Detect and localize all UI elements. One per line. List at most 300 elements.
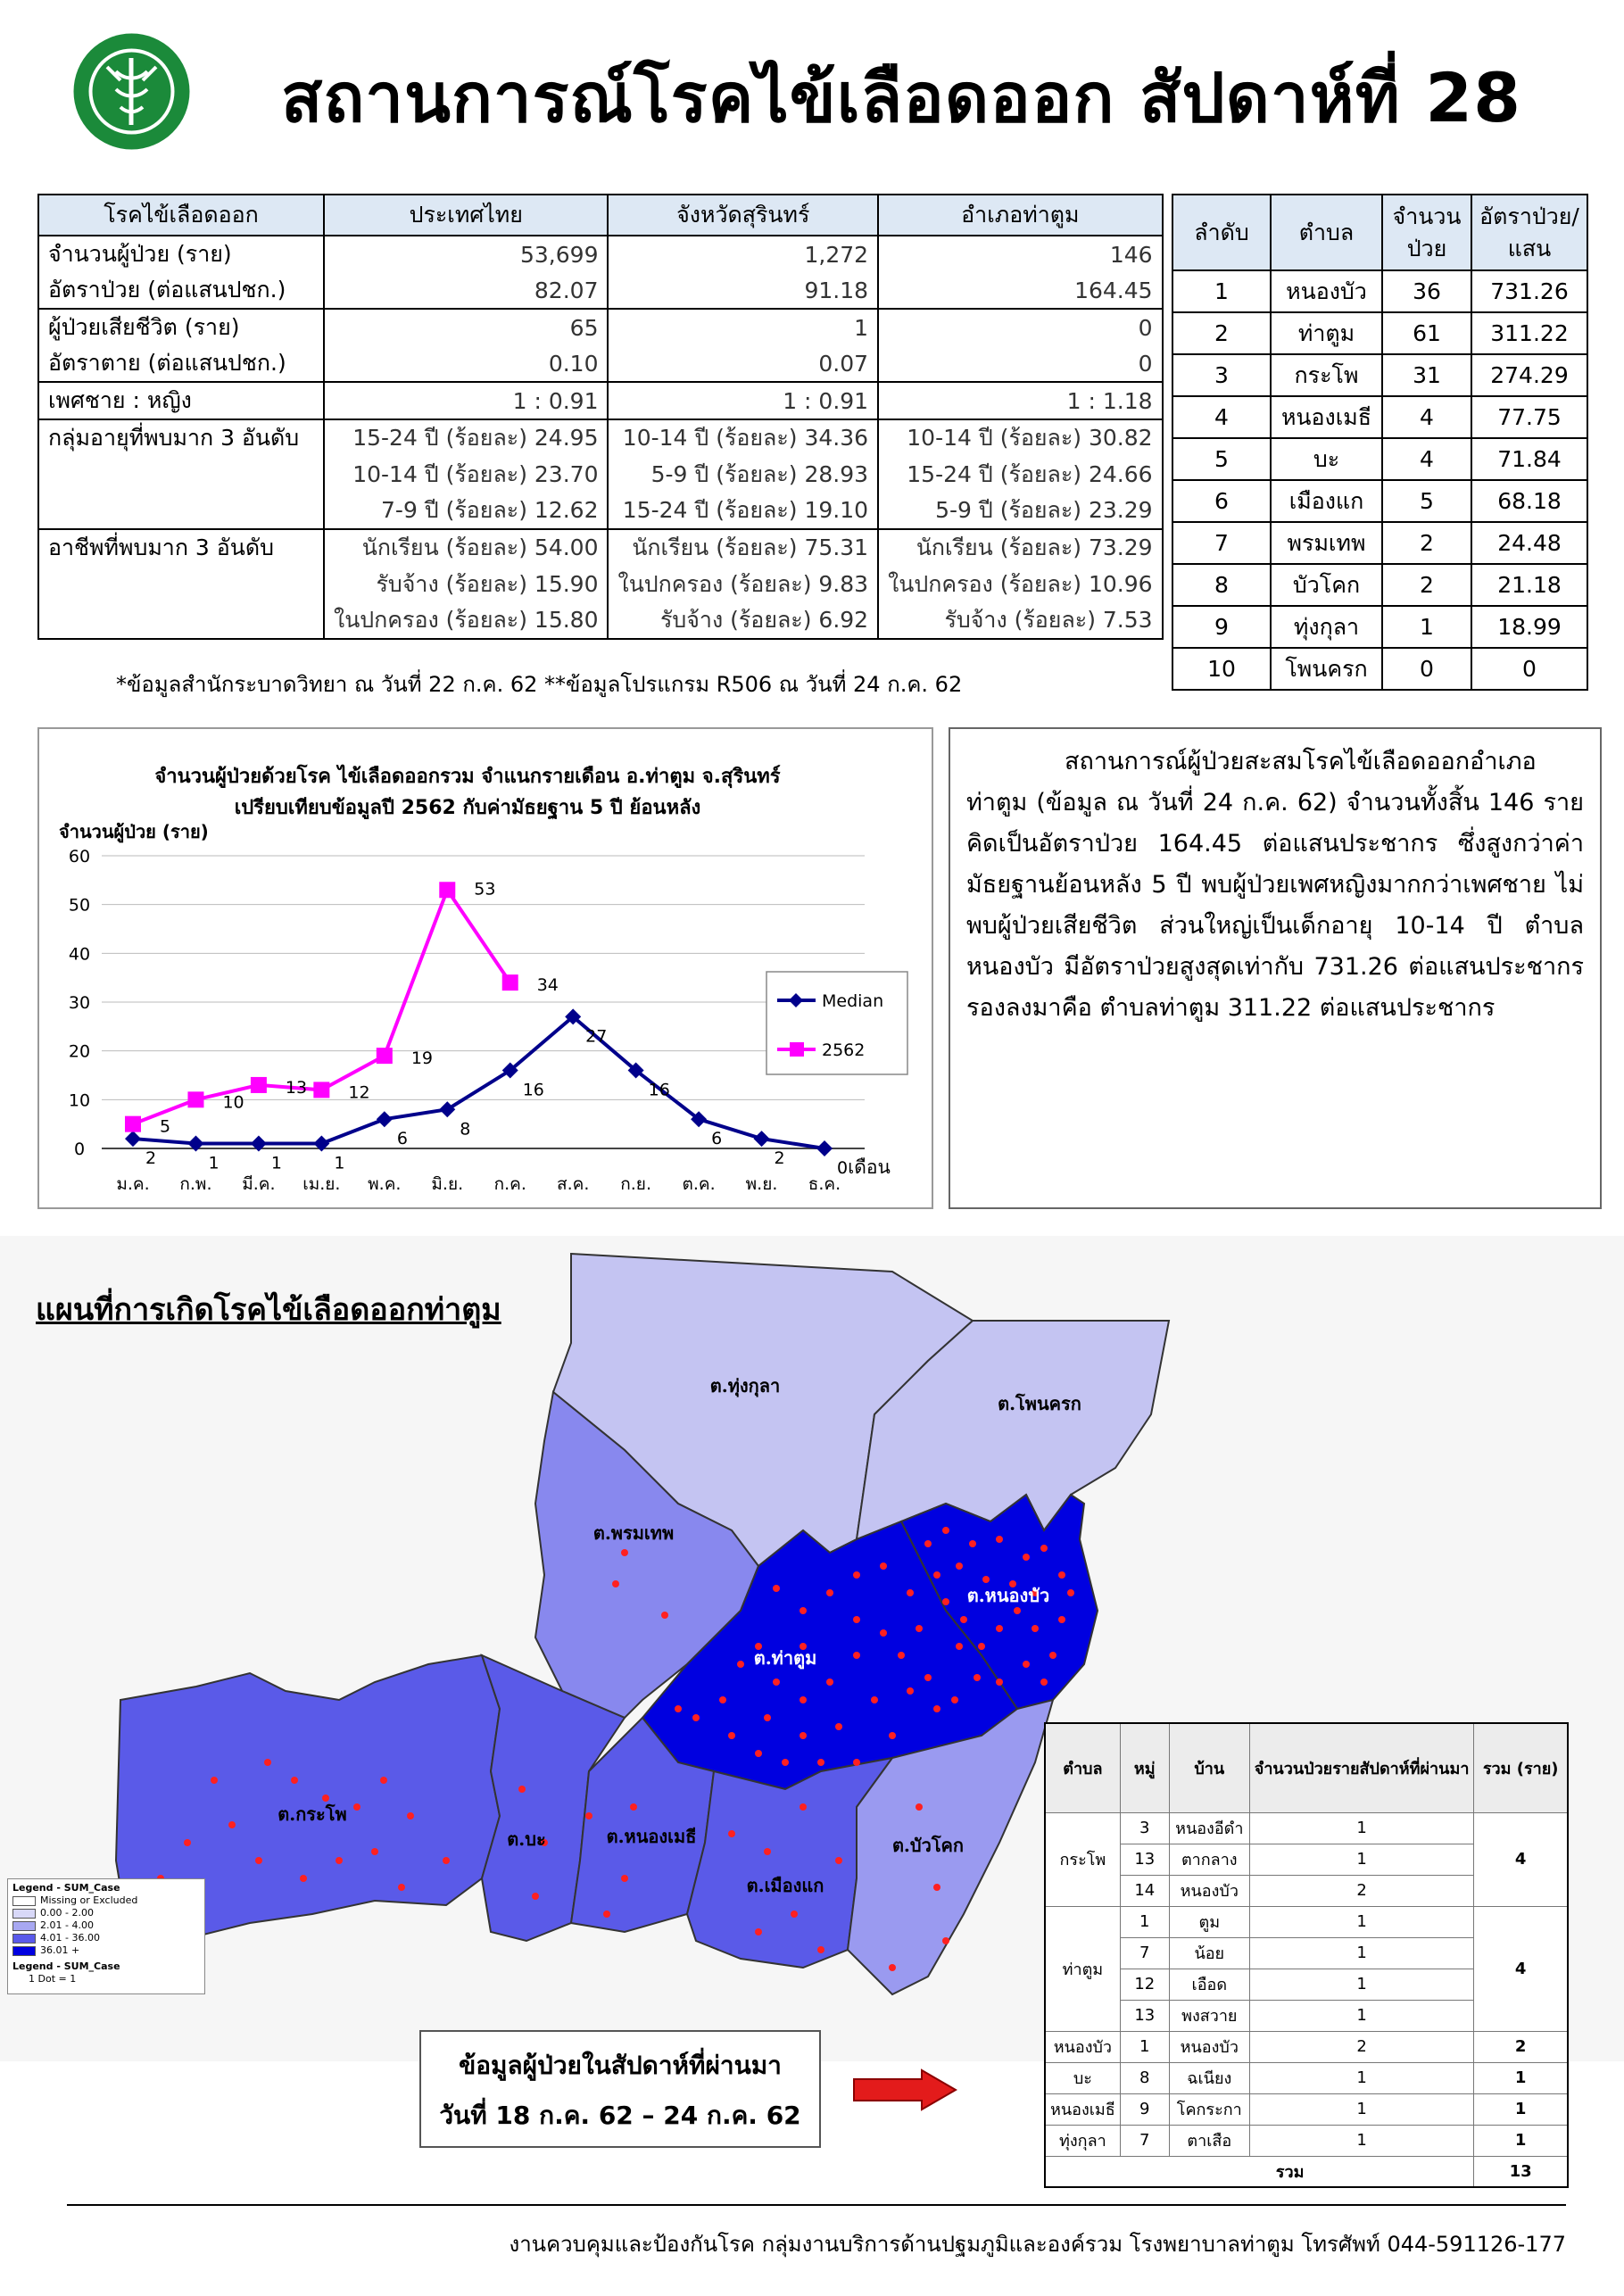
case-dot: [800, 1803, 807, 1811]
rank-cell: 71.84: [1471, 438, 1587, 480]
chart-data-label: 12: [348, 1082, 370, 1103]
case-dot: [612, 1580, 619, 1587]
case-dot: [880, 1629, 887, 1637]
map-region-label: ต.โพนครก: [998, 1393, 1081, 1414]
map-legend: [7, 1878, 205, 1994]
rank-row: [1172, 648, 1587, 690]
village-ban: หนองอีดำ: [1169, 1812, 1249, 1844]
chart-data-label: 16: [648, 1080, 670, 1100]
case-dot: [336, 1857, 343, 1864]
village-count: 2: [1249, 2031, 1474, 2062]
village-tambon: หนองเมธี: [1045, 2093, 1120, 2125]
rank-cell: โพนครก: [1271, 648, 1382, 690]
case-dot: [603, 1911, 610, 1918]
chart-data-label: 1: [208, 1153, 220, 1173]
case-dot: [1058, 1571, 1065, 1579]
right-arrow-icon: [852, 2068, 959, 2111]
stats-cell: 15-24 ปี (ร้อยละ) 24.95: [324, 419, 608, 456]
stats-cell: 7-9 ปี (ร้อยละ) 12.62: [324, 493, 608, 529]
legend-label: 0.00 - 2.00: [40, 1907, 94, 1919]
chart-legend-marker: [790, 1042, 804, 1057]
stats-cell: 53,699: [324, 236, 608, 272]
chart-ytick-label: 30: [68, 993, 91, 1013]
case-dot: [518, 1786, 526, 1793]
village-moo: 7: [1120, 2125, 1169, 2156]
chart-xtick-label: มี.ค.: [242, 1174, 276, 1194]
case-dot: [889, 1964, 896, 1971]
legend-swatch: [12, 1896, 36, 1906]
chart-data-label: 1: [334, 1153, 345, 1173]
village-ban: น้อย: [1169, 1937, 1249, 1969]
case-dot: [942, 1598, 949, 1605]
legend-dot-note: 1 Dot = 1: [29, 1973, 77, 1985]
rank-cell: 31: [1382, 354, 1471, 396]
stats-row: [38, 566, 1163, 602]
village-ban: ฉเนียง: [1169, 2062, 1249, 2093]
village-count: 1: [1249, 1906, 1474, 1937]
rank-row: [1172, 564, 1587, 606]
legend-label: 36.01 +: [40, 1944, 80, 1956]
chart-legend-label: Median: [822, 991, 884, 1011]
rank-cell: 4: [1382, 396, 1471, 438]
case-dot: [800, 1607, 807, 1614]
stats-table-container: [37, 194, 1164, 640]
chart-xtick-label: ธ.ค.: [808, 1174, 841, 1194]
legend-items: [12, 1894, 200, 1957]
stats-row-label: อาชีพที่พบมาก 3 อันดับ: [38, 529, 324, 566]
rank-cell: 9: [1172, 606, 1271, 648]
case-dot: [407, 1812, 414, 1819]
footer-text: งานควบคุมและป้องกันโรค กลุ่มงานบริการด้านปฐมภูมิและองค์รวม โรงพยาบาลท่าตูม โทรศัพท์ 044-591126-177: [509, 2232, 1566, 2257]
legend-row: [12, 1907, 200, 1919]
stats-row-label: [38, 566, 324, 602]
case-dot: [184, 1839, 191, 1846]
village-tambon: ท่าตูม: [1045, 1906, 1120, 2031]
stats-row-label: [38, 456, 324, 493]
chart-point-median: [439, 1101, 455, 1117]
map-region-label: ต.บัวโคก: [891, 1835, 965, 1856]
village-count: 2: [1249, 1875, 1474, 1906]
case-dot: [1023, 1554, 1030, 1561]
village-header-cell: จำนวนป่วยรายสัปดาห์ที่ผ่านมา: [1249, 1723, 1474, 1812]
case-dot: [755, 1750, 762, 1757]
case-dot: [969, 1540, 976, 1547]
chart-xtick-label: ก.ค.: [493, 1174, 526, 1194]
map-region-label: ต.ท่าตูม: [753, 1647, 817, 1669]
stats-row: [38, 602, 1163, 639]
village-count: 1: [1249, 1812, 1474, 1844]
rank-cell: หนองเมธี: [1271, 396, 1382, 438]
chart-ytick-label: 20: [68, 1041, 91, 1062]
case-dot: [889, 1732, 896, 1739]
stats-header-cell: จังหวัดสุรินทร์: [608, 195, 878, 236]
rank-cell: 68.18: [1471, 480, 1587, 522]
case-dot: [621, 1549, 628, 1556]
legend-row: [12, 1919, 200, 1932]
chart-data-label: 27: [585, 1026, 608, 1047]
stats-cell: 91.18: [608, 272, 878, 309]
chart-point-2562: [439, 882, 455, 898]
case-dot: [755, 1928, 762, 1935]
chart-xtick-label: เม.ย.: [302, 1174, 341, 1194]
case-dot: [907, 1687, 914, 1695]
case-dot: [942, 1937, 949, 1944]
rank-cell: 36: [1382, 270, 1471, 312]
chart-xtick-label: พ.ค.: [368, 1174, 402, 1194]
village-ban: เอือด: [1169, 1969, 1249, 2000]
map-title: แผนที่การเกิดโรคไข้เลือดออกท่าตูม: [36, 1292, 501, 1328]
rank-table: [1172, 194, 1588, 691]
legend-row: [12, 1894, 200, 1907]
case-dot: [728, 1830, 735, 1837]
summary-text: สถานการณ์ผู้ป่วยสะสมโรคไข้เลือดออกอำเภอท่าตูม (ข้อมูล ณ วันที่ 24 ก.ค. 62) จำนวนทั้งสิ้น 146 ราย คิดเป็นอัตราป่วย 164.45 ต่อแสนประชากร ซึ่งสูงกว่าค่ามัธยฐานย้อนหลัง 5 ปี พบผู้ป่วยเพศหญิงมากกว่าเพศชาย ไม่พบผู้ป่วยเสียชีวิต ส่วนใหญ่เป็นเด็กอายุ 10-14 ปี ตำบล หนองบัว มีอัตราป่วยสูงสุดเท่ากับ 731.26 ต่อแสนประชากร รองลงมาคือ ตำบลท่าตูม 311.22 ต่อแสนประชากร: [966, 748, 1584, 1022]
rank-cell: ท่าตูม: [1271, 312, 1382, 354]
case-dot: [817, 1946, 824, 1953]
stats-row-label: กลุ่มอายุที่พบมาก 3 อันดับ: [38, 419, 324, 456]
stats-cell: 0.10: [324, 345, 608, 382]
case-dot: [871, 1696, 878, 1703]
rank-cell: 311.22: [1471, 312, 1587, 354]
chart-data-label: 6: [711, 1129, 723, 1149]
chart-ytick-label: 50: [68, 895, 91, 916]
case-dot: [1049, 1652, 1056, 1659]
chart-data-label: 2: [774, 1148, 785, 1169]
case-dot: [1014, 1607, 1021, 1614]
stats-table: [37, 194, 1164, 640]
map-region-label: ต.เมืองแก: [746, 1875, 824, 1896]
case-dot: [1023, 1661, 1030, 1668]
chart-point-median: [816, 1140, 833, 1156]
village-count: 1: [1249, 2093, 1474, 2125]
rank-header-cell: ลำดับ: [1172, 195, 1271, 270]
stats-row: [38, 345, 1163, 382]
rank-cell: 24.48: [1471, 522, 1587, 564]
case-dot: [782, 1759, 789, 1766]
village-tambon: กระโพ: [1045, 1812, 1120, 1906]
case-dot: [1032, 1625, 1039, 1632]
case-dot: [300, 1875, 307, 1882]
case-dot: [737, 1661, 744, 1668]
case-dot: [773, 1678, 780, 1686]
stats-row-label: ผู้ป่วยเสียชีวิต (ราย): [38, 309, 324, 345]
village-total-row: [1045, 2156, 1568, 2187]
case-dot: [1058, 1616, 1065, 1623]
village-moo: 13: [1120, 1844, 1169, 1875]
village-ban: ตาเสือ: [1169, 2125, 1249, 2156]
chart-ylabel: จำนวนผู้ป่วย (ราย): [59, 821, 209, 842]
chart-data-label: 53: [474, 879, 496, 899]
case-dot: [916, 1625, 923, 1632]
stats-row-label: อัตราป่วย (ต่อแสนปชก.): [38, 272, 324, 309]
week-info-line1: ข้อมูลผู้ป่วยในสัปดาห์ที่ผ่านมา: [459, 2051, 782, 2080]
stats-row-label: [38, 602, 324, 639]
chart-subtitle: เปรียบเทียบข้อมูลปี 2562 กับค่ามัธยฐาน 5 ปี ย้อนหลัง: [234, 797, 701, 819]
case-dot: [951, 1696, 958, 1703]
map-region-label: ต.กระโพ: [278, 1803, 347, 1825]
map-region-label: ต.หนองบัว: [966, 1585, 1050, 1606]
rank-cell: 5: [1172, 438, 1271, 480]
rank-row: [1172, 480, 1587, 522]
stats-cell: 10-14 ปี (ร้อยละ) 23.70: [324, 456, 608, 493]
rank-cell: 1: [1172, 270, 1271, 312]
case-dot: [322, 1795, 329, 1802]
week-info-line2: วันที่ 18 ก.ค. 62 – 24 ก.ค. 62: [439, 2101, 801, 2130]
page-title: สถานการณ์โรคไข้เลือดออก สัปดาห์ที่ 28: [280, 58, 1522, 137]
stats-cell: 164.45: [878, 272, 1162, 309]
rank-cell: 10: [1172, 648, 1271, 690]
case-dot: [933, 1705, 940, 1712]
village-total: 4: [1474, 1812, 1568, 1906]
legend-row: [12, 1932, 200, 1944]
case-dot: [661, 1612, 668, 1619]
case-dot: [719, 1696, 726, 1703]
stats-row: [38, 456, 1163, 493]
chart-data-label: 10: [222, 1092, 244, 1113]
case-dot: [692, 1714, 700, 1721]
chart-point-median: [125, 1131, 141, 1147]
rank-cell: 0: [1471, 648, 1587, 690]
village-row: [1045, 2093, 1568, 2125]
case-dot: [791, 1911, 798, 1918]
case-dot: [764, 1714, 771, 1721]
chart-data-label: 6: [396, 1129, 408, 1149]
village-row: [1045, 1812, 1568, 1844]
case-dot: [933, 1571, 940, 1579]
rank-row: [1172, 438, 1587, 480]
stats-row-label: เพศชาย : หญิง: [38, 382, 324, 419]
rank-row: [1172, 270, 1587, 312]
case-dot: [853, 1759, 860, 1766]
case-dot: [942, 1527, 949, 1534]
case-dot: [956, 1562, 963, 1570]
village-moo: 13: [1120, 2000, 1169, 2031]
rank-cell: 5: [1382, 480, 1471, 522]
stats-header-cell: โรคไข้เลือดออก: [38, 195, 324, 236]
chart-data-label: 5: [160, 1116, 171, 1137]
chart-xtick-label: พ.ย.: [745, 1174, 778, 1194]
rank-cell: พรมเทพ: [1271, 522, 1382, 564]
rank-header-cell: ตำบล: [1271, 195, 1382, 270]
village-moo: 1: [1120, 1906, 1169, 1937]
case-dot: [924, 1674, 932, 1681]
legend-title-2: Legend - SUM_Case: [12, 1960, 120, 1972]
village-count: 1: [1249, 1937, 1474, 1969]
chart-point-2562: [251, 1077, 267, 1093]
stats-cell: นักเรียน (ร้อยละ) 75.31: [608, 529, 878, 566]
case-dot: [960, 1616, 967, 1623]
case-dot: [291, 1777, 298, 1784]
case-dot: [800, 1732, 807, 1739]
case-dot: [996, 1536, 1003, 1543]
rank-cell: 0: [1382, 648, 1471, 690]
case-dot: [974, 1674, 981, 1681]
village-moo: 7: [1120, 1937, 1169, 1969]
stats-cell: 10-14 ปี (ร้อยละ) 30.82: [878, 419, 1162, 456]
village-moo: 8: [1120, 2062, 1169, 2093]
ministry-logo: [71, 31, 192, 152]
rank-cell: 18.99: [1471, 606, 1587, 648]
legend-label: 4.01 - 36.00: [40, 1932, 100, 1944]
village-ban: ตูม: [1169, 1906, 1249, 1937]
stats-cell: 0.07: [608, 345, 878, 382]
village-tambon: บะ: [1045, 2062, 1120, 2093]
village-row: [1045, 2125, 1568, 2156]
case-dot: [773, 1585, 780, 1592]
rank-cell: 731.26: [1471, 270, 1587, 312]
chart-ytick-label: 60: [68, 847, 91, 866]
case-dot: [443, 1857, 450, 1864]
case-dot: [371, 1848, 378, 1855]
week-info-box: [419, 2030, 821, 2148]
village-table-container: [1044, 1722, 1569, 2188]
case-dot: [1040, 1678, 1048, 1686]
rank-cell: กระโพ: [1271, 354, 1382, 396]
rank-cell: หนองบัว: [1271, 270, 1382, 312]
case-dot: [764, 1848, 771, 1855]
case-dot: [924, 1540, 932, 1547]
case-dot: [835, 1723, 842, 1730]
legend-swatch: [12, 1934, 36, 1944]
stats-cell: 15-24 ปี (ร้อยละ) 19.10: [608, 493, 878, 529]
village-moo: 3: [1120, 1812, 1169, 1844]
case-dot: [898, 1652, 905, 1659]
rank-cell: 2: [1382, 522, 1471, 564]
chart-xtick-label: ส.ค.: [556, 1174, 590, 1194]
village-ban: โคกระกา: [1169, 2093, 1249, 2125]
case-dot: [933, 1884, 940, 1891]
rank-cell: บะ: [1271, 438, 1382, 480]
rank-table-container: [1172, 194, 1588, 691]
village-moo: 12: [1120, 1969, 1169, 2000]
case-dot: [907, 1589, 914, 1596]
case-dot: [817, 1759, 824, 1766]
stats-row: [38, 529, 1163, 566]
data-source-note: *ข้อมูลสำนักระบาดวิทยา ณ วันที่ 22 ก.ค. 62 **ข้อมูลโปรแกรม R506 ณ วันที่ 24 ก.ค. 62: [116, 672, 963, 697]
rank-row: [1172, 606, 1587, 648]
chart-data-label: 19: [410, 1049, 434, 1069]
stats-row-label: อัตราตาย (ต่อแสนปชก.): [38, 345, 324, 382]
stats-cell: ในปกครอง (ร้อยละ) 15.80: [324, 602, 608, 639]
village-header-cell: หมู่: [1120, 1723, 1169, 1812]
village-moo: 1: [1120, 2031, 1169, 2062]
rank-cell: บัวโคก: [1271, 564, 1382, 606]
case-dot: [853, 1571, 860, 1579]
case-dot: [826, 1589, 833, 1596]
case-dot: [996, 1625, 1003, 1632]
stats-header-cell: อำเภอท่าตูม: [878, 195, 1162, 236]
case-dot: [585, 1812, 592, 1819]
village-row: [1045, 2062, 1568, 2093]
village-table: [1044, 1722, 1569, 2188]
village-tambon: หนองบัว: [1045, 2031, 1120, 2062]
chart-ytick-label: 0: [73, 1140, 86, 1159]
chart-data-label: 0: [837, 1158, 849, 1178]
stats-cell: 1 : 1.18: [878, 382, 1162, 419]
stats-cell: 1 : 0.91: [608, 382, 878, 419]
village-tambon: ทุ่งกุลา: [1045, 2125, 1120, 2156]
stats-cell: 0: [878, 345, 1162, 382]
stats-row-label: [38, 493, 324, 529]
case-dot: [800, 1696, 807, 1703]
rank-cell: 4: [1382, 438, 1471, 480]
case-dot: [996, 1678, 1003, 1686]
footer-divider: [67, 2204, 1566, 2206]
rank-cell: 1: [1382, 606, 1471, 648]
chart-data-label: 13: [285, 1077, 308, 1098]
rank-cell: 274.29: [1471, 354, 1587, 396]
case-dot: [255, 1857, 262, 1864]
stats-cell: ในปกครอง (ร้อยละ) 9.83: [608, 566, 878, 602]
rank-row: [1172, 312, 1587, 354]
stats-cell: 15-24 ปี (ร้อยละ) 24.66: [878, 456, 1162, 493]
map-region-label: ต.หนองเมธี: [606, 1826, 697, 1847]
chart-xtick-label: ก.พ.: [179, 1174, 212, 1194]
chart-ytick-label: 10: [68, 1090, 91, 1111]
legend-swatch: [12, 1909, 36, 1919]
rank-cell: 21.18: [1471, 564, 1587, 606]
summary-box: [949, 727, 1602, 1209]
rank-cell: 6: [1172, 480, 1271, 522]
case-dot: [853, 1616, 860, 1623]
legend-title: Legend - SUM_Case: [12, 1882, 120, 1894]
village-total: 1: [1474, 2093, 1568, 2125]
stats-cell: 5-9 ปี (ร้อยละ) 23.29: [878, 493, 1162, 529]
case-dot: [956, 1643, 963, 1650]
legend-swatch: [12, 1946, 36, 1956]
stats-cell: 1 : 0.91: [324, 382, 608, 419]
stats-row: [38, 272, 1163, 309]
chart-xtick-label: ต.ค.: [682, 1174, 716, 1194]
map-region-label: ต.พรมเทพ: [592, 1522, 675, 1544]
rank-cell: 7: [1172, 522, 1271, 564]
village-total: 4: [1474, 1906, 1568, 2031]
village-count: 1: [1249, 2125, 1474, 2156]
stats-row: [38, 236, 1163, 272]
chart-svg: [39, 729, 935, 1211]
case-dot: [675, 1705, 682, 1712]
chart-point-2562: [502, 974, 518, 991]
village-count: 1: [1249, 2062, 1474, 2093]
village-count: 1: [1249, 1844, 1474, 1875]
monthly-cases-chart: [37, 727, 933, 1209]
stats-cell: 1: [608, 309, 878, 345]
village-ban: หนองบัว: [1169, 1875, 1249, 1906]
rank-cell: 61: [1382, 312, 1471, 354]
chart-xlabel: เดือน: [848, 1156, 891, 1178]
stats-cell: 146: [878, 236, 1162, 272]
stats-cell: รับจ้าง (ร้อยละ) 6.92: [608, 602, 878, 639]
stats-cell: 0: [878, 309, 1162, 345]
village-total-label: รวม: [1045, 2156, 1474, 2187]
stats-row: [38, 309, 1163, 345]
village-ban: พงสวาย: [1169, 2000, 1249, 2031]
stats-cell: นักเรียน (ร้อยละ) 73.29: [878, 529, 1162, 566]
case-dot: [728, 1732, 735, 1739]
rank-row: [1172, 396, 1587, 438]
case-dot: [916, 1803, 923, 1811]
stats-cell: นักเรียน (ร้อยละ) 54.00: [324, 529, 608, 566]
case-dot: [264, 1759, 271, 1766]
village-ban: ตากลาง: [1169, 1844, 1249, 1875]
chart-data-label: 34: [536, 975, 559, 996]
stats-cell: 10-14 ปี (ร้อยละ) 34.36: [608, 419, 878, 456]
stats-cell: รับจ้าง (ร้อยละ) 15.90: [324, 566, 608, 602]
rank-header-cell: จำนวน ป่วย: [1382, 195, 1471, 270]
village-header-cell: บ้าน: [1169, 1723, 1249, 1812]
stats-row: [38, 382, 1163, 419]
chart-xtick-label: ม.ค.: [116, 1174, 150, 1194]
stats-header-cell: ประเทศไทย: [324, 195, 608, 236]
